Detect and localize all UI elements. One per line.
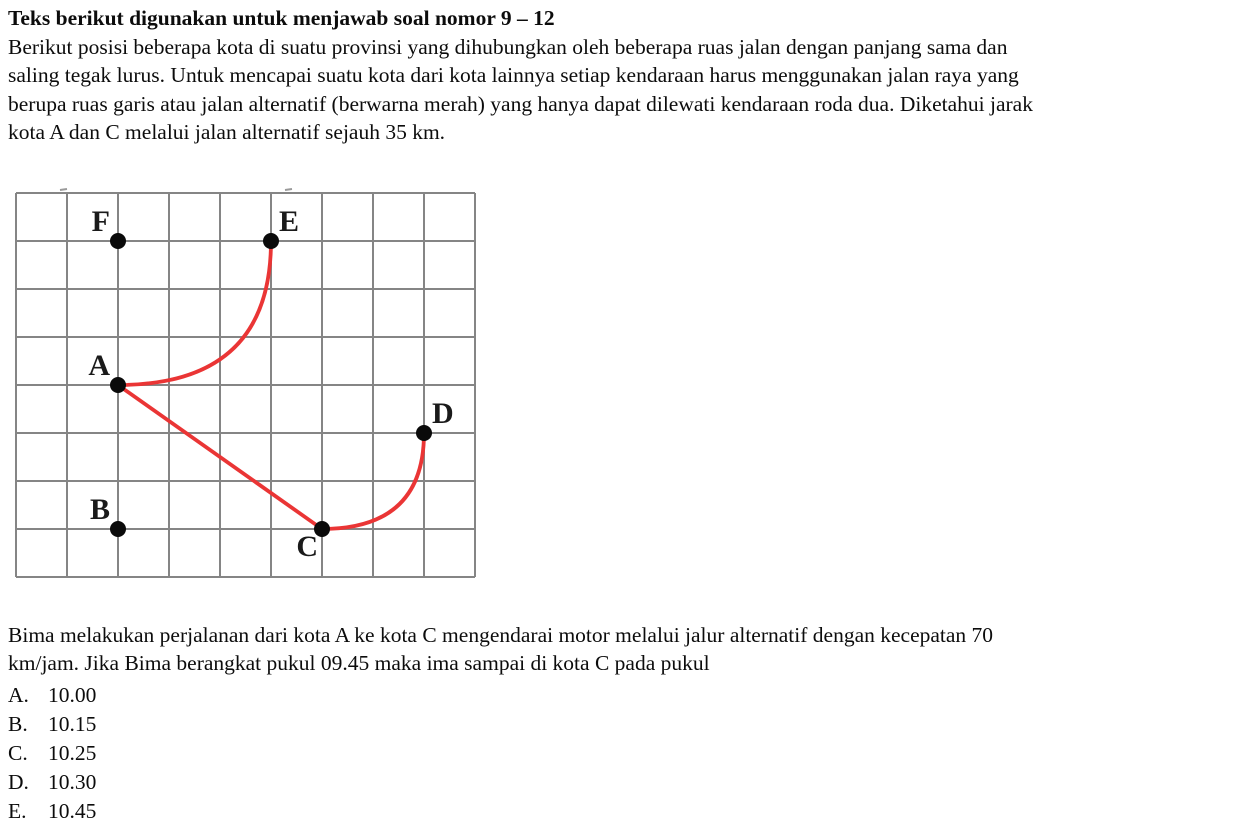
city-label-A: A — [88, 348, 110, 382]
city-dot-F — [110, 233, 126, 249]
answer-options — [8, 681, 1243, 827]
answer-option — [8, 710, 1243, 739]
answer-option — [8, 797, 1243, 826]
option-letter: A. — [8, 682, 29, 707]
city-dot-E — [263, 233, 279, 249]
text-line: berupa ruas garis atau jalan alternatif (berwarna merah) yang hanya dapat dilewati kendaraan roda dua. Diketahui jarak — [8, 91, 1033, 116]
intro-paragraph — [8, 33, 1243, 147]
stray-mark — [285, 189, 292, 190]
city-label-C: C — [296, 529, 318, 563]
text-line: kota A dan C melalui jalan alternatif sejauh 35 km. — [8, 120, 446, 144]
city-label-D: D — [432, 396, 454, 430]
option-value: 10.15 — [48, 711, 97, 736]
alternative-road-E-A — [118, 241, 271, 385]
option-value: 10.00 — [48, 682, 97, 707]
answer-option — [8, 681, 1243, 710]
option-letter: B. — [8, 711, 28, 736]
option-value: 10.45 — [48, 799, 97, 824]
question-paragraph — [8, 621, 1243, 678]
text-line: km/jam. Jika Bima berangkat pukul 09.45 maka ima sampai di kota C pada pukul — [8, 651, 710, 675]
option-value: 10.25 — [48, 740, 97, 765]
city-label-B: B — [89, 492, 110, 526]
text-line: Bima melakukan perjalanan dari kota A ke kota C mengendarai motor melalui jalur alternatif dengan kecepatan 70 — [8, 622, 994, 647]
question-set-header: Teks berikut digunakan untuk menjawab soal nomor 9 – 12 — [8, 6, 555, 30]
city-label-F: F — [91, 204, 110, 238]
option-letter: C. — [8, 740, 28, 765]
option-letter: E. — [8, 799, 27, 824]
answer-option — [8, 739, 1243, 768]
text-line: Berikut posisi beberapa kota di suatu provinsi yang dihubungkan oleh beberapa ruas jalan dengan panjang sama dan — [8, 34, 1008, 59]
stray-mark — [60, 189, 67, 190]
answer-option — [8, 768, 1243, 797]
city-label-E: E — [279, 204, 300, 238]
option-letter: D. — [8, 770, 29, 795]
city-dot-A — [110, 377, 126, 393]
option-value: 10.30 — [48, 770, 97, 795]
city-dot-D — [416, 425, 432, 441]
text-line: saling tegak lurus. Untuk mencapai suatu kota dari kota lainnya setiap kendaraan harus menggunakan jalan raya yang — [8, 63, 1019, 87]
city-grid-figure — [8, 183, 490, 585]
city-dot-B — [110, 521, 126, 537]
